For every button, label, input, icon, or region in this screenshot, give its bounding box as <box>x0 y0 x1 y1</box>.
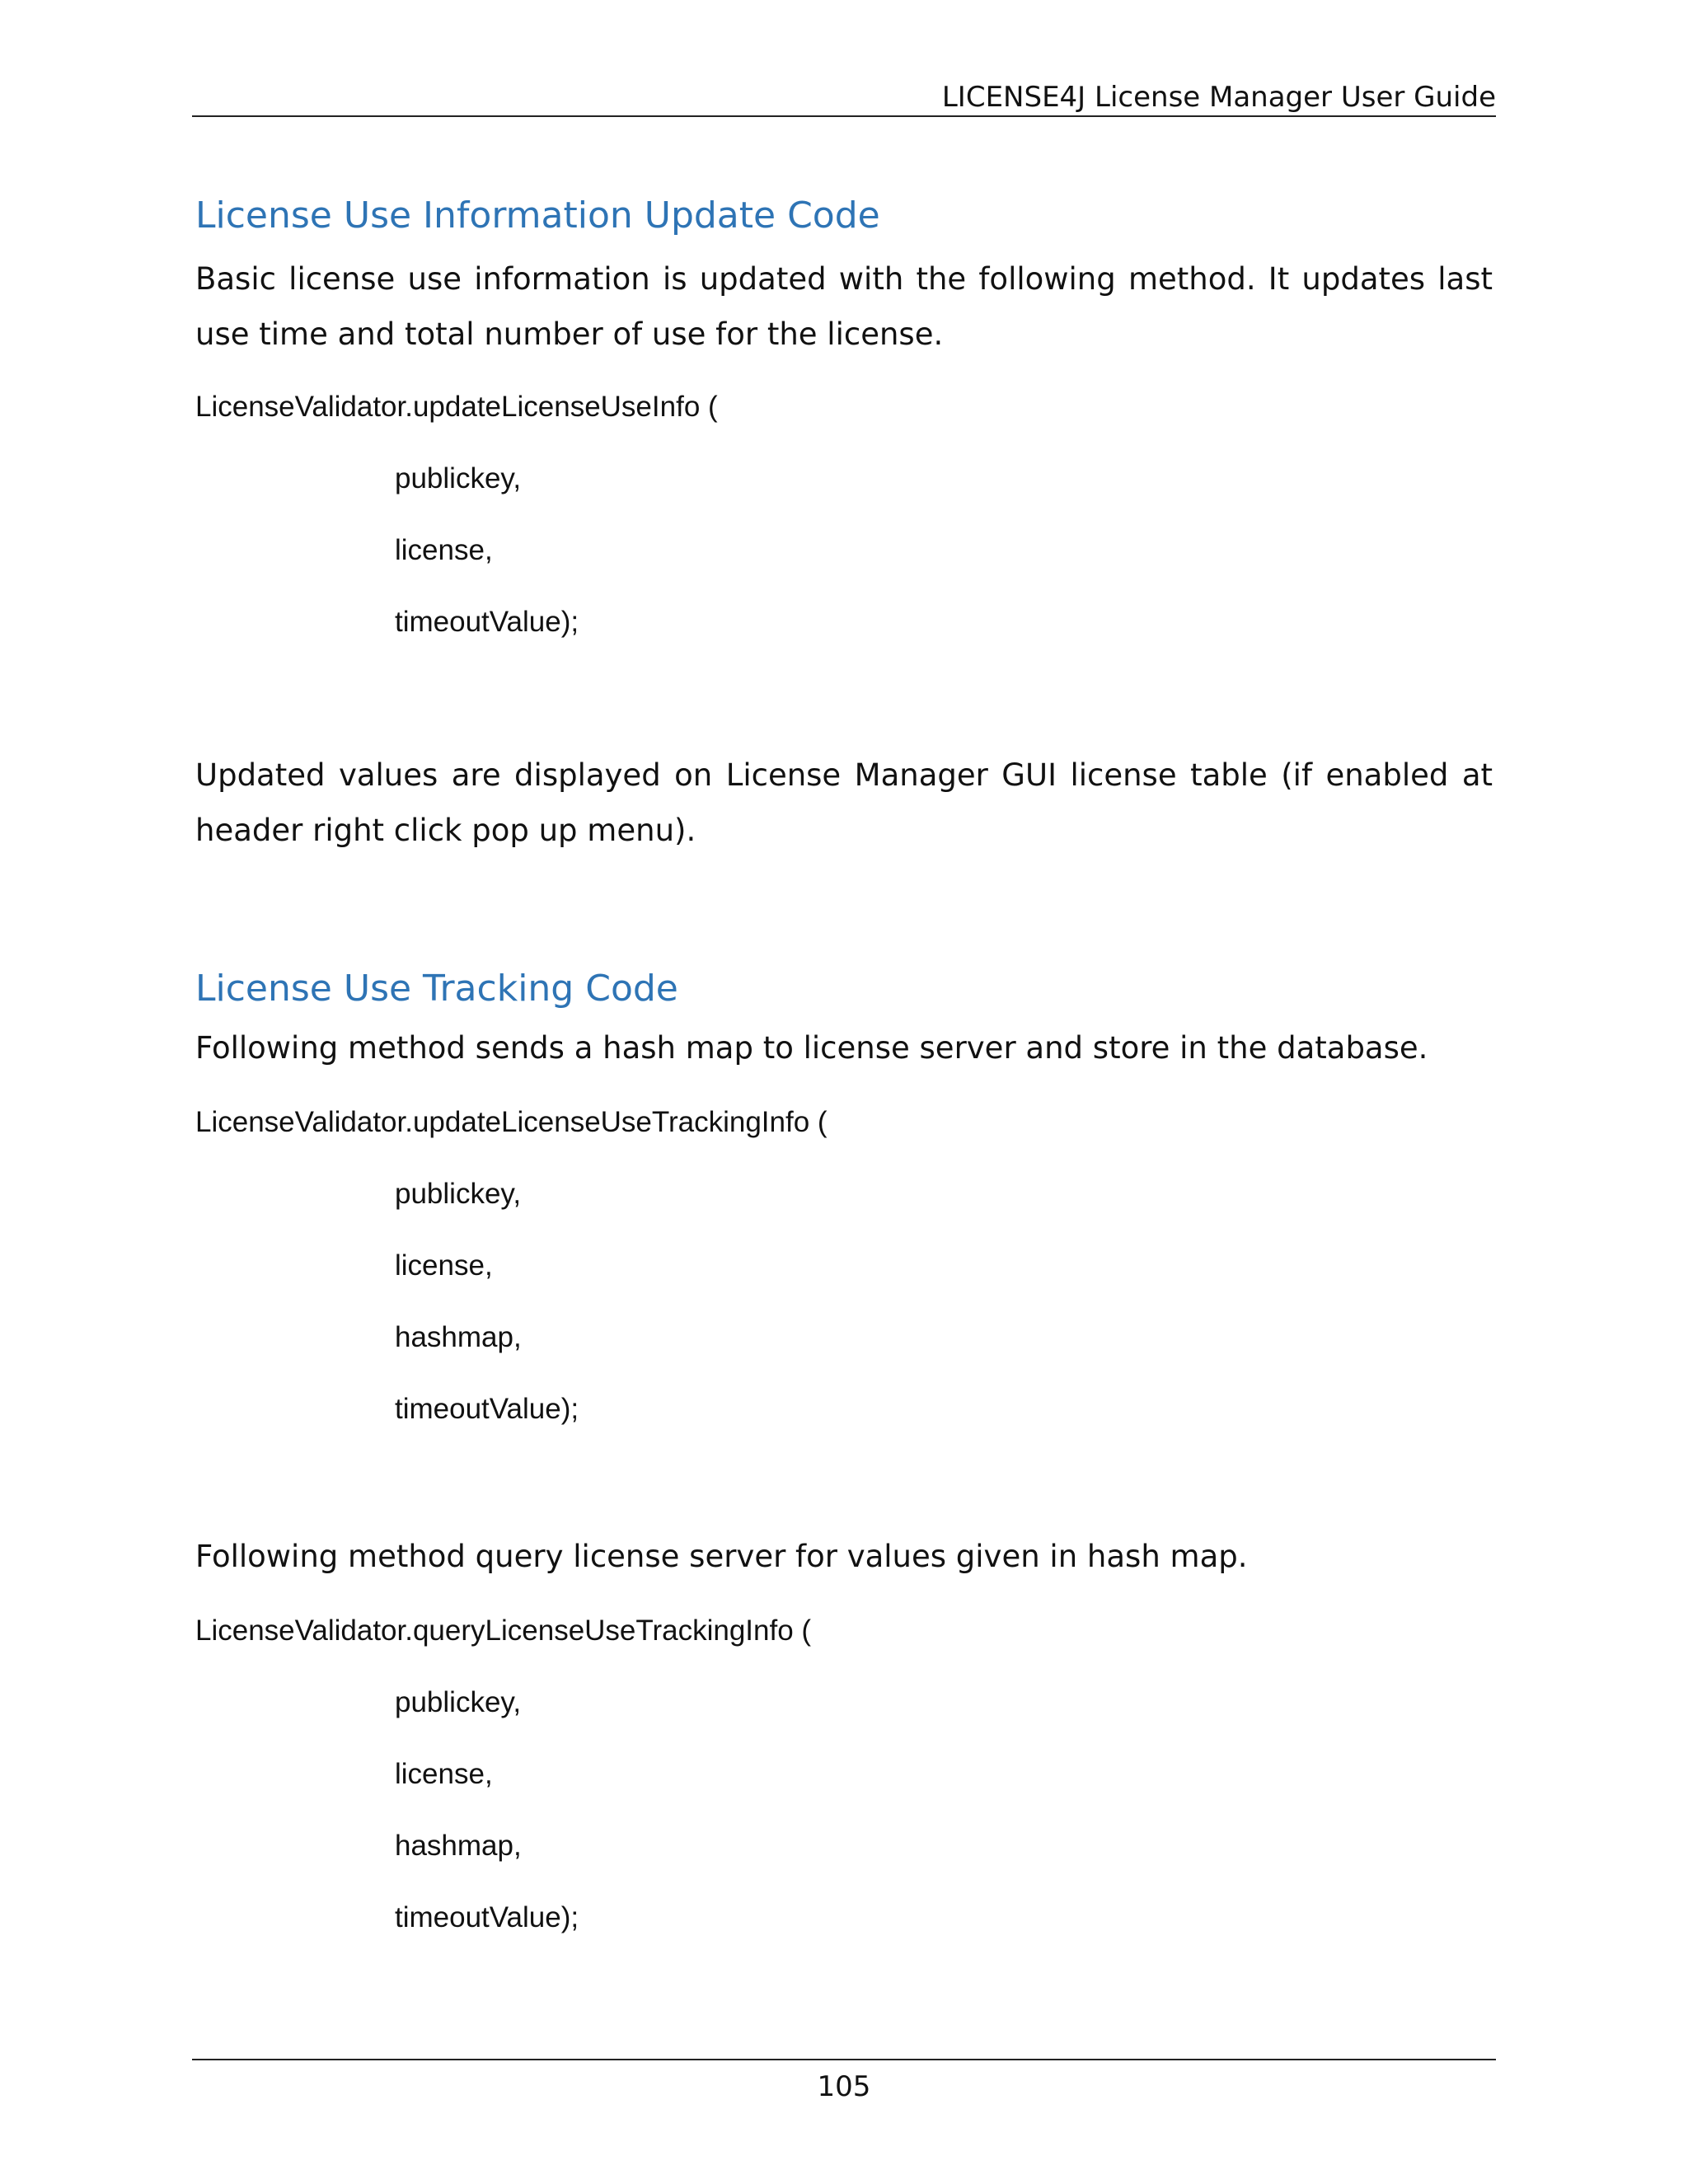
page-number: 105 <box>817 2070 871 2103</box>
running-header-title: LICENSE4J License Manager User Guide <box>941 81 1496 114</box>
code-method-call: LicenseValidator.updateLicenseUseInfo ( <box>195 391 718 423</box>
code-argument: timeoutValue); <box>395 1393 579 1425</box>
section-heading-license-use-tracking: License Use Tracking Code <box>195 968 678 1010</box>
code-argument: publickey, <box>395 462 522 494</box>
section-heading-license-use-info: License Use Information Update Code <box>195 194 880 237</box>
footer-rule <box>192 2059 1496 2060</box>
header-rule <box>192 115 1496 117</box>
section-outro-paragraph: Updated values are displayed on License Manager GUI license table (if enabled at header right click pop up menu). <box>195 757 1493 848</box>
code-argument: license, <box>395 1249 493 1282</box>
query-intro-paragraph: Following method query license server for values given in hash map. <box>195 1539 1248 1574</box>
code-argument: publickey, <box>395 1686 522 1718</box>
code-method-call: LicenseValidator.queryLicenseUseTrackingInfo ( <box>195 1615 812 1647</box>
code-argument: timeoutValue); <box>395 606 579 638</box>
section-intro-paragraph: Basic license use information is updated with the following method. It updates last use time and total number of use for the license. <box>195 261 1493 352</box>
code-argument: hashmap, <box>395 1830 522 1862</box>
code-argument: license, <box>395 1758 493 1790</box>
code-method-call: LicenseValidator.updateLicenseUseTrackingInfo ( <box>195 1106 828 1138</box>
section-intro-paragraph: Following method sends a hash map to license server and store in the database. <box>195 1030 1428 1066</box>
code-argument: timeoutValue); <box>395 1901 579 1933</box>
code-argument: license, <box>395 534 493 566</box>
code-argument: hashmap, <box>395 1321 522 1353</box>
code-argument: publickey, <box>395 1178 522 1210</box>
